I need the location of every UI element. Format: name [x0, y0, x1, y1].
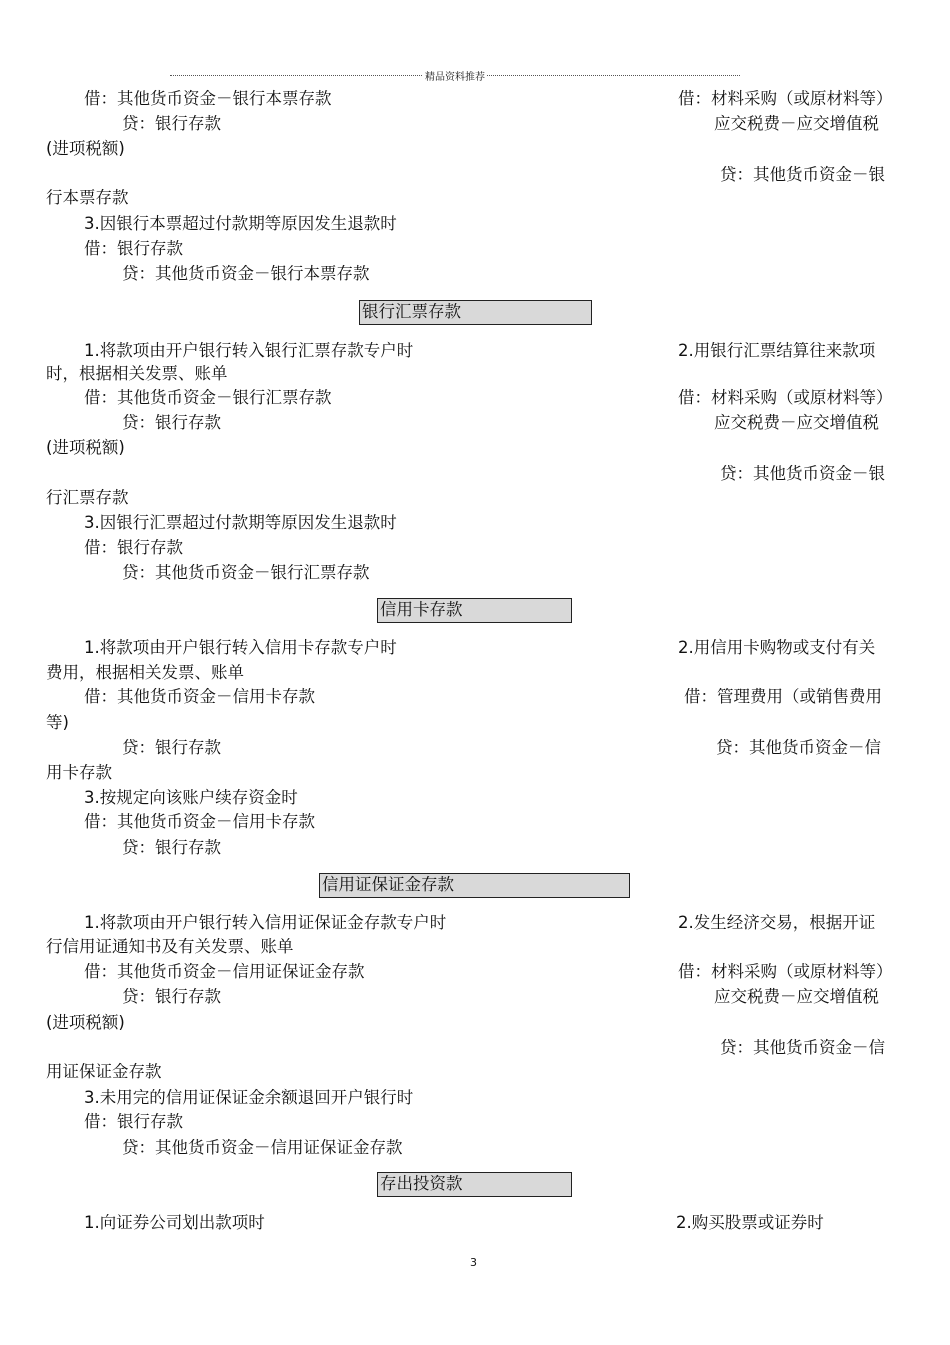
s1-step1: 1.将款项由开户银行转入银行汇票存款专户时 [84, 341, 414, 360]
s3-right-debit-line: 借：材料采购（或原材料等） [678, 962, 893, 981]
s3-step1-continuation: 行信用证通知书及有关发票、账单 [46, 937, 294, 956]
section-title-credit-card: 信用卡存款 [377, 598, 572, 623]
s2-credit-line: 贷：银行存款 [122, 738, 221, 757]
s1-step2: 2.用银行汇票结算往来款项 [678, 341, 876, 360]
s3-tax-note: (进项税额) [46, 1013, 125, 1032]
s3-debit-line: 借：其他货币资金－信用证保证金存款 [84, 962, 365, 981]
s3-step1: 1.将款项由开户银行转入信用证保证金存款专户时 [84, 913, 447, 932]
s0-right-credit-line: 贷：其他货币资金－银 [720, 165, 885, 184]
s1-refund-debit: 借：银行存款 [84, 538, 183, 557]
s2-credit-continuation: 用卡存款 [46, 763, 112, 782]
s2-step1: 1.将款项由开户银行转入信用卡存款专户时 [84, 638, 397, 657]
s4-step1: 1.向证券公司划出款项时 [84, 1213, 265, 1232]
s2-topup-debit: 借：其他货币资金－信用卡存款 [84, 812, 315, 831]
s0-refund-heading: 3.因银行本票超过付款期等原因发生退款时 [84, 214, 397, 233]
s2-topup-credit: 贷：银行存款 [122, 838, 221, 857]
page-header [170, 69, 740, 81]
s2-right-credit-line: 贷：其他货币资金－信 [716, 738, 881, 757]
s1-right-tax-line: 应交税费－应交增值税 [714, 413, 879, 432]
s1-right-credit-line: 贷：其他货币资金－银 [720, 464, 885, 483]
s3-refund-debit: 借：银行存款 [84, 1112, 183, 1131]
s1-refund-heading: 3.因银行汇票超过付款期等原因发生退款时 [84, 513, 397, 532]
s1-refund-credit: 贷：其他货币资金－银行汇票存款 [122, 563, 370, 582]
s3-right-credit-line: 贷：其他货币资金－信 [720, 1038, 885, 1057]
s1-tax-note: (进项税额) [46, 438, 125, 457]
s3-credit-continuation: 用证保证金存款 [46, 1062, 162, 1081]
s2-right-debit-continuation: 等) [46, 713, 69, 732]
s3-refund-credit: 贷：其他货币资金－信用证保证金存款 [122, 1138, 403, 1157]
s2-topup-heading: 3.按规定向该账户续存资金时 [84, 788, 298, 807]
s2-right-debit-line: 借：管理费用（或销售费用 [684, 687, 882, 706]
section-title-bank-draft: 银行汇票存款 [359, 300, 592, 325]
s1-credit-line: 贷：银行存款 [122, 413, 221, 432]
section-title-letter-of-credit: 信用证保证金存款 [319, 873, 630, 898]
s0-refund-credit: 贷：其他货币资金－银行本票存款 [122, 264, 370, 283]
s2-step1-continuation: 费用，根据相关发票、账单 [46, 663, 244, 682]
s1-debit-line: 借：其他货币资金－银行汇票存款 [84, 388, 332, 407]
s0-right-tax-line: 应交税费－应交增值税 [714, 114, 879, 133]
s1-step1-continuation: 时，根据相关发票、账单 [46, 364, 228, 383]
s0-tax-note: (进项税额) [46, 139, 125, 158]
s0-right-debit-line: 借：材料采购（或原材料等） [678, 89, 893, 108]
s0-credit-line: 贷：银行存款 [122, 114, 221, 133]
header-text: 精品资料推荐 [425, 72, 485, 83]
section-title-investment-deposit: 存出投资款 [377, 1172, 572, 1197]
s3-right-tax-line: 应交税费－应交增值税 [714, 987, 879, 1006]
s1-right-debit-line: 借：材料采购（或原材料等） [678, 388, 893, 407]
s0-credit-continuation: 行本票存款 [46, 188, 129, 207]
s4-step2: 2.购买股票或证券时 [676, 1213, 824, 1232]
page-number: 3 [470, 1256, 477, 1269]
s0-debit-line: 借：其他货币资金－银行本票存款 [84, 89, 332, 108]
s3-step2: 2.发生经济交易，根据开证 [678, 913, 876, 932]
s2-debit-line: 借：其他货币资金－信用卡存款 [84, 687, 315, 706]
s1-credit-continuation: 行汇票存款 [46, 488, 129, 507]
s0-refund-debit: 借：银行存款 [84, 239, 183, 258]
s3-credit-line: 贷：银行存款 [122, 987, 221, 1006]
s3-refund-heading: 3.未用完的信用证保证金余额退回开户银行时 [84, 1088, 414, 1107]
s2-step2: 2.用信用卡购物或支付有关 [678, 638, 876, 657]
